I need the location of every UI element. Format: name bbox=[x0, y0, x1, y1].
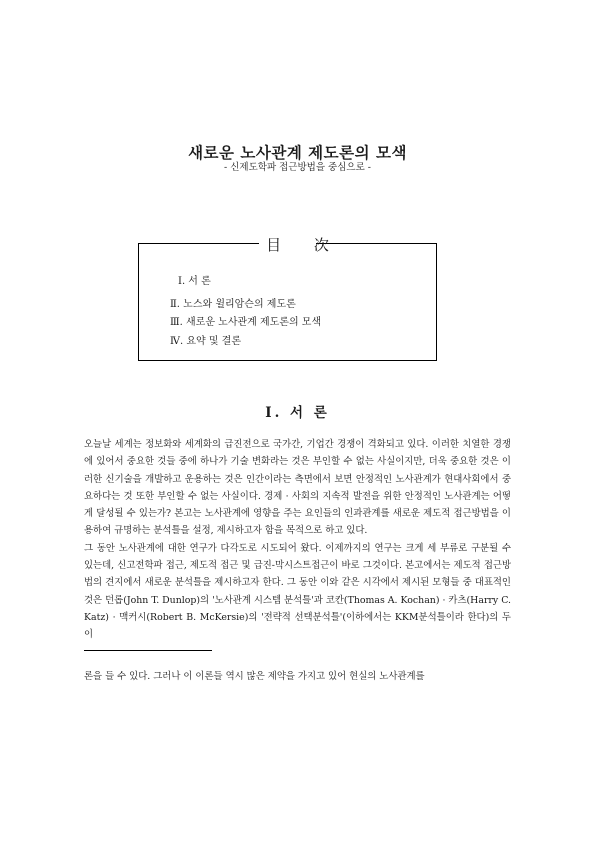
paragraph-1: 오늘날 세계는 정보화와 세계화의 급진전으로 국가간, 기업간 경쟁이 격화되고 있다. 이러한 치열한 경쟁에 있어서 중요한 것들 중에 하나가 기술 변화라는 것은 부인할 수 없는 사실이지만, 더욱 중요한 것은 이러한 신기술을 개발하고 운용하는 것은 인간이라는 측면에서 보면 안정적인 노사관계가 현대사회에서 중요하다는 것 또한 부인할 수 없는 사실이다. 경제 · 사회의 지속적 발전을 위한 안정적인 노사관계는 어떻게 달성될 수 있는가? 본고는 노사관계에 영향을 주는 요인들의 인과관계를 새로운 제도적 접근방법을 이용하여 규명하는 분석틀을 설정, 제시하고자 함을 목적으로 하고 있다. bbox=[84, 439, 511, 537]
paper-subtitle: - 신제도학파 접근방법을 중심으로 - bbox=[224, 162, 371, 173]
section-heading-introduction: Ⅰ. 서 론 bbox=[265, 405, 330, 421]
paragraph-2: 그 동안 노사관계에 대한 연구가 다각도로 시도되어 왔다. 이제까지의 연구는 크게 세 부류로 구분될 수 있는데, 신고전학파 접근, 제도적 접근 및 급진-막시스트접근이 바로 그것이다. 본고에서는 제도적 접근방법의 견지에서 새로운 분석틀을 제시하고자 한다. 그 동안 이와 같은 시각에서 제시된 모형들 중 대표적인 것은 던롭(John T. Dunlop)의 '노사관계 시스템 분석틀'과 코칸(Thomas A. Kochan) · 카츠(Harry C. Katz) · 맥커시(Robert B. McKersie)의 '전략적 선택분석틀'(이하에서는 KKM분석틀이라 한다)의 두 이 bbox=[84, 542, 512, 641]
toc-heading: 目 次 bbox=[266, 236, 343, 254]
body-text bbox=[84, 436, 511, 644]
paper-title: 새로운 노사관계 제도론의 모색 bbox=[188, 143, 407, 162]
page-continuation-text: 론을 들 수 있다. 그러나 이 이론들 역시 많은 제약을 가지고 있어 현실의 노사관계를 bbox=[84, 671, 425, 682]
footnote-divider bbox=[84, 650, 212, 651]
toc-list bbox=[170, 273, 321, 351]
toc-item-4: Ⅳ. 요약 및 결론 bbox=[170, 335, 242, 347]
toc-item-1: Ⅰ. 서 론 bbox=[178, 276, 211, 287]
toc-item-2: Ⅱ. 노스와 윌리암슨의 제도론 bbox=[170, 298, 296, 310]
toc-item-3: Ⅲ. 새로운 노사관계 제도론의 모색 bbox=[170, 317, 322, 328]
